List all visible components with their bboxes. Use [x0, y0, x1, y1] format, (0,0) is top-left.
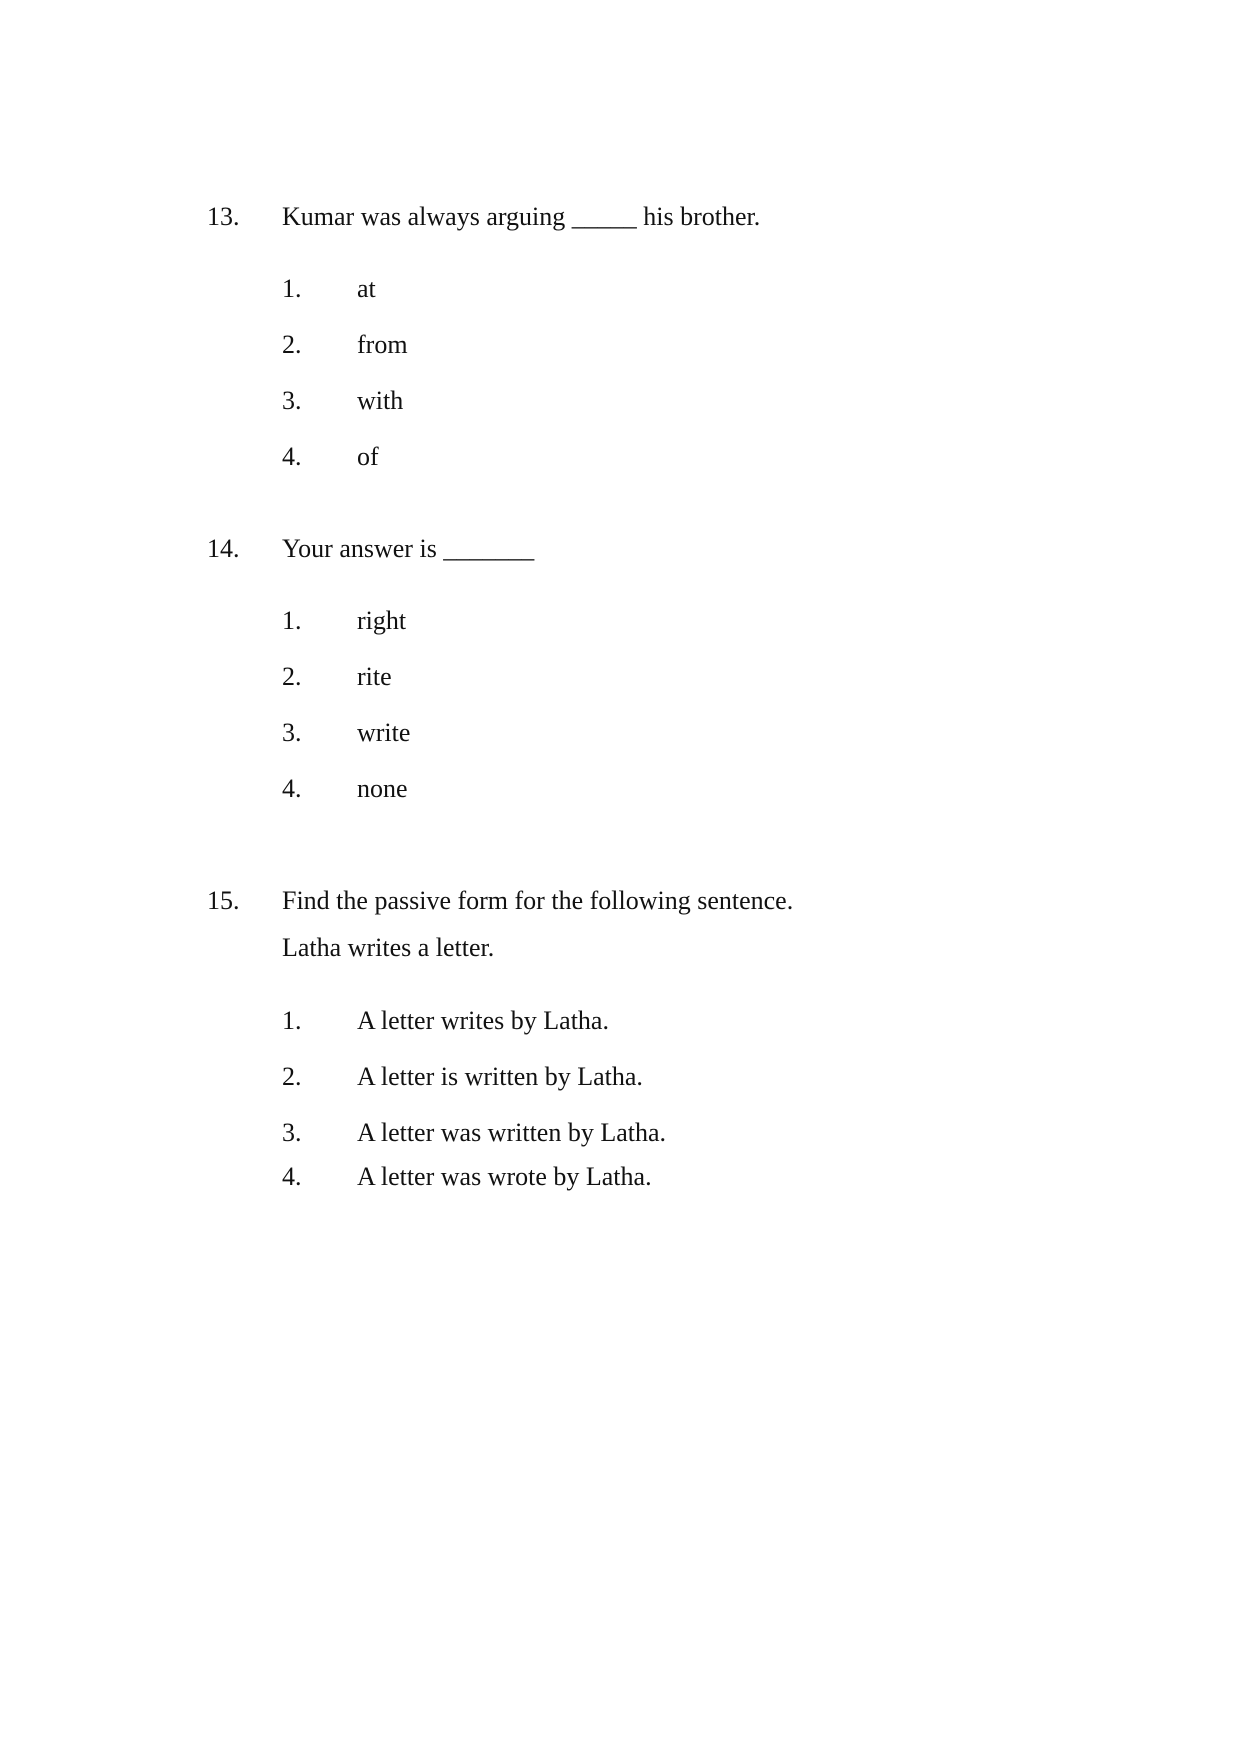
option-number: 4.	[282, 774, 302, 803]
option-text: A letter was written by Latha.	[357, 1118, 667, 1147]
question-text: Kumar was always arguing _____ his brother.	[282, 202, 761, 231]
question-subtext: Latha writes a letter.	[282, 933, 495, 962]
option-text: A letter is written by Latha.	[357, 1062, 643, 1091]
option-text: A letter writes by Latha.	[357, 1006, 609, 1035]
option-text: rite	[357, 662, 392, 691]
option-number: 3.	[282, 718, 302, 747]
question-text: Your answer is _______	[282, 534, 535, 563]
option-number: 1.	[282, 1006, 302, 1035]
question-number: 13.	[207, 202, 240, 231]
option-text: with	[357, 386, 404, 415]
option-text: A letter was wrote by Latha.	[357, 1162, 652, 1191]
question-number: 15.	[207, 886, 240, 915]
option-text: of	[357, 442, 379, 471]
option-number: 4.	[282, 442, 302, 471]
option-text: write	[357, 718, 411, 747]
option-number: 2.	[282, 330, 302, 359]
option-number: 2.	[282, 662, 302, 691]
option-number: 2.	[282, 1062, 302, 1091]
option-number: 4.	[282, 1162, 302, 1191]
option-text: from	[357, 330, 408, 359]
option-text: at	[357, 274, 376, 303]
question-text: Find the passive form for the following sentence.	[282, 886, 794, 915]
option-number: 1.	[282, 606, 302, 635]
option-text: none	[357, 774, 408, 803]
question-number: 14.	[207, 534, 240, 563]
option-number: 3.	[282, 1118, 302, 1147]
option-number: 1.	[282, 274, 302, 303]
option-text: right	[357, 606, 407, 635]
option-number: 3.	[282, 386, 302, 415]
